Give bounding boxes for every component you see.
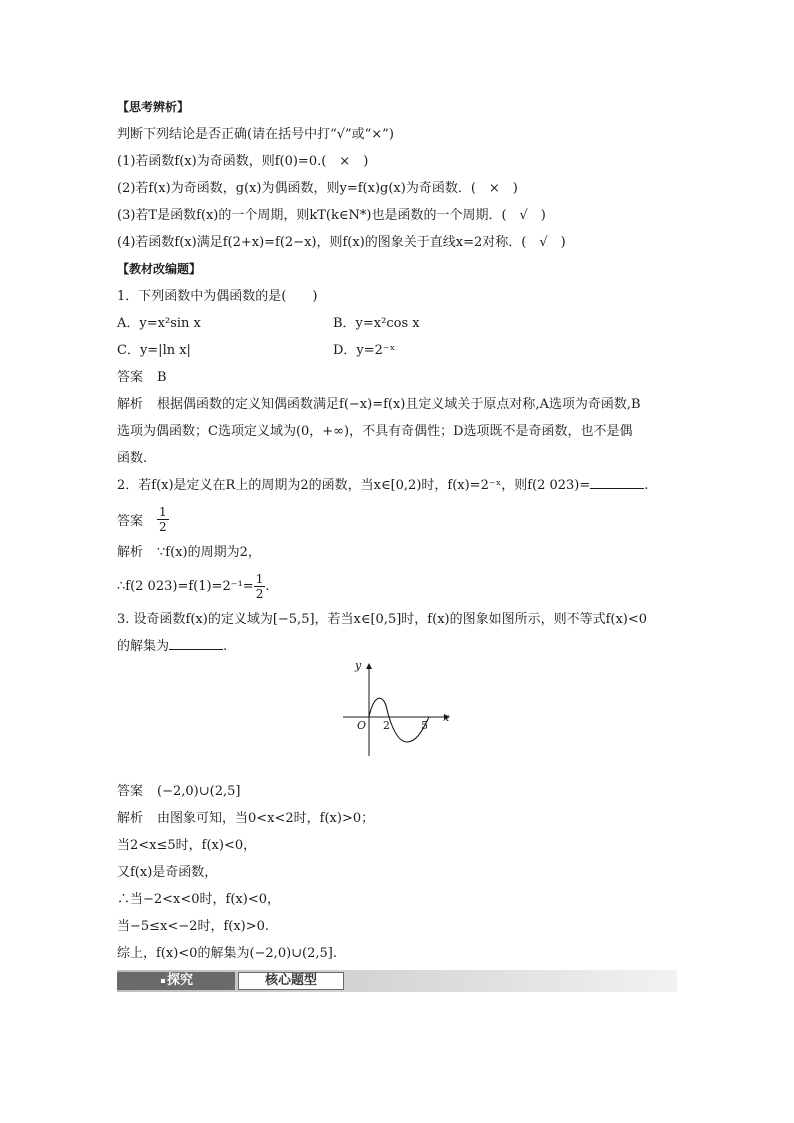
tick-label-5: 5 (421, 719, 428, 732)
q2-analysis-text-1: ∵f(x)的周期为2， (157, 545, 261, 560)
q3-answer (117, 778, 677, 805)
banner-right: 核心题型 (238, 972, 344, 990)
function-curve (369, 698, 429, 742)
q2-stem (117, 472, 677, 499)
q2-stem-text: 2．若f(x)是定义在R上的周期为2的函数，当x∈[0,2)时，f(x)=2⁻ˣ，则f(2 023)= (117, 478, 591, 493)
x-axis-label: x (443, 711, 450, 724)
q2-analysis-2 (117, 566, 677, 606)
content-body (117, 94, 677, 967)
q1-options-row-1 (117, 310, 677, 337)
q2-analysis-1 (117, 539, 677, 566)
origin-label: O (357, 719, 367, 732)
fraction-numerator: 1 (255, 571, 264, 586)
fraction-denominator: 2 (159, 519, 167, 534)
judgement-item-1: (1)若函数f(x)为奇函数，则f(0)=0.( × ) (117, 154, 369, 169)
judgement-item-4: (4)若函数f(x)满足f(2+x)=f(2−x)，则f(x)的图象关于直线x=2对称．( √ ) (117, 235, 566, 250)
banner-left (117, 972, 235, 990)
q1-analysis-text-1: 根据偶函数的定义知偶函数满足f(−x)=f(x)且定义域关于原点对称,A选项为奇函数,B (157, 397, 641, 412)
q1-analysis-1 (117, 391, 677, 418)
q2-analysis-fraction (254, 572, 266, 601)
q1-option-d: D．y=2⁻ˣ (333, 343, 396, 358)
q3-stem-text-2: 的解集为 (117, 639, 170, 654)
q3-analysis-4: ∴当−2<x<0时，f(x)<0， (117, 892, 281, 907)
q3-analysis-3: 又f(x)是奇函数， (117, 865, 218, 880)
q1-answer-value: B (157, 370, 167, 385)
judgement-item-3: (3)若T是函数f(x)的一个周期，则kT(k∈N*)也是函数的一个周期．( √ ) (117, 208, 546, 223)
fraction-denominator: 2 (255, 586, 264, 601)
q2-analysis-end: . (265, 578, 270, 594)
instruction-text: 判断下列结论是否正确(请在括号中打“√”或“×”) (117, 127, 394, 142)
answer-label: 答案 (117, 513, 144, 529)
answer-label: 答案 (117, 784, 144, 799)
q1-answer (117, 364, 677, 391)
q2-stem-end: . (644, 478, 649, 493)
q2-answer (117, 499, 677, 539)
q3-analysis-6: 综上，f(x)<0的解集为(−2,0)∪(2,5]. (117, 946, 338, 961)
q3-answer-value: (−2,0)∪(2,5] (157, 784, 241, 799)
bullet-icon (161, 979, 165, 983)
analysis-label: 解析 (117, 397, 144, 412)
q3-analysis-text-1: 由图象可知，当0<x<2时，f(x)>0； (157, 811, 375, 826)
q2-answer-blank (590, 474, 644, 489)
q3-stem-end: . (223, 639, 228, 654)
tick-label-2: 2 (383, 719, 390, 732)
judgement-item-2: (2)若f(x)为奇函数，g(x)为偶函数，则y=f(x)g(x)为奇函数．( × ) (117, 181, 518, 196)
q3-stem-1: 3. 设奇函数f(x)的定义域为[−5,5]，若当x∈[0,5]时，f(x)的图象如图所示，则不等式f(x)<0 (117, 612, 648, 627)
q1-option-b: B．y=x²cos x (333, 316, 420, 331)
banner-left-label: 探究 (167, 973, 194, 988)
q1-option-c: C．y=|ln x| (117, 343, 191, 358)
q3-analysis-2: 当2<x≤5时，f(x)<0， (117, 838, 257, 853)
analysis-label: 解析 (117, 811, 144, 826)
analysis-label: 解析 (117, 545, 144, 560)
y-axis-label: y (355, 660, 362, 672)
answer-label: 答案 (117, 370, 144, 385)
q2-answer-fraction (157, 505, 169, 534)
q1-stem: 1．下列函数中为偶函数的是( ) (117, 289, 318, 304)
function-graph (343, 660, 453, 760)
section-banner (117, 970, 677, 992)
q1-options-row-2 (117, 337, 677, 364)
q3-stem-2 (117, 633, 677, 660)
q1-analysis-3: 函数. (117, 451, 148, 466)
q1-analysis-2: 选项为偶函数；C选项定义域为(0，+∞)，不具有奇偶性；D选项既不是奇函数，也不是偶 (117, 424, 633, 439)
q3-analysis-1 (117, 805, 677, 832)
q3-answer-blank (169, 635, 223, 650)
fraction-numerator: 1 (159, 504, 167, 519)
q3-graph (117, 660, 677, 778)
q1-option-a: A．y=x²sin x (117, 316, 201, 331)
q3-analysis-5: 当−5≤x<−2时，f(x)>0. (117, 919, 270, 934)
section-title-thinking: 【思考辨析】 (117, 100, 190, 114)
section-title-textbook: 【教材改编题】 (117, 262, 202, 276)
q2-analysis-text-2: ∴f(2 023)=f(1)=2⁻¹= (117, 578, 254, 594)
